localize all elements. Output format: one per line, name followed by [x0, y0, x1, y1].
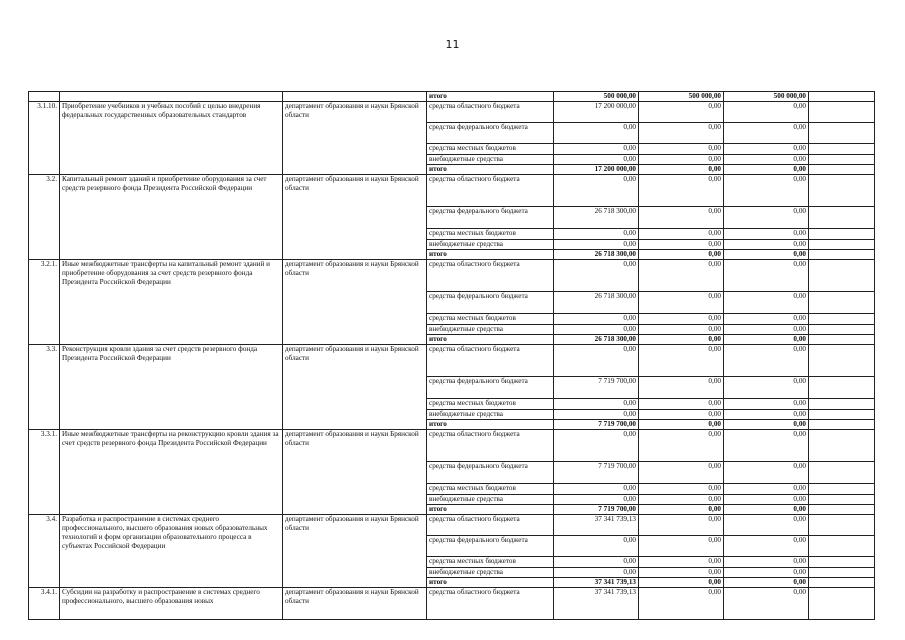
- source-cell: итого: [427, 505, 554, 515]
- table-body: [29, 92, 875, 620]
- value-cell: 0,00: [554, 557, 639, 568]
- value-cell: 0,00: [724, 557, 809, 568]
- empty-cell: [809, 314, 875, 325]
- item-name: Субсидии на разработку и распространение в системах среднего профессионального, высшего образования новых: [60, 588, 283, 620]
- value-cell: 500 000,00: [639, 92, 724, 102]
- empty-cell: [29, 92, 60, 102]
- value-cell: 37 341 739,13: [554, 588, 639, 620]
- table-row: [29, 92, 875, 102]
- empty-cell: [809, 430, 875, 462]
- value-cell: 0,00: [639, 229, 724, 240]
- value-cell: 0,00: [554, 325, 639, 335]
- source-cell: средства федерального бюджета: [427, 536, 554, 557]
- empty-cell: [809, 92, 875, 102]
- value-cell: 0,00: [724, 568, 809, 578]
- table-row: [29, 260, 875, 292]
- value-cell: 37 341 739,13: [554, 578, 639, 588]
- source-cell: средства областного бюджета: [427, 102, 554, 123]
- value-cell: 26 718 300,00: [554, 207, 639, 229]
- empty-cell: [809, 557, 875, 568]
- item-code: 3.3.1.: [29, 430, 60, 515]
- value-cell: 0,00: [639, 123, 724, 144]
- source-cell: внебюджетные средства: [427, 410, 554, 420]
- empty-cell: [809, 462, 875, 484]
- item-code: 3.4.1.: [29, 588, 60, 620]
- item-executor: департамент образования и науки Брянской области: [283, 175, 427, 260]
- value-cell: 26 718 300,00: [554, 335, 639, 345]
- table-row: [29, 102, 875, 123]
- value-cell: 500 000,00: [724, 92, 809, 102]
- value-cell: 0,00: [724, 420, 809, 430]
- value-cell: 0,00: [639, 260, 724, 292]
- empty-cell: [809, 144, 875, 155]
- value-cell: 7 719 700,00: [554, 377, 639, 399]
- value-cell: 0,00: [554, 155, 639, 165]
- value-cell: 0,00: [724, 250, 809, 260]
- source-cell: средства местных бюджетов: [427, 229, 554, 240]
- value-cell: 0,00: [554, 430, 639, 462]
- value-cell: 0,00: [724, 536, 809, 557]
- empty-cell: [60, 92, 283, 102]
- value-cell: 0,00: [554, 175, 639, 207]
- value-cell: 500 000,00: [554, 92, 639, 102]
- item-code: 3.4.: [29, 515, 60, 588]
- value-cell: 0,00: [724, 335, 809, 345]
- value-cell: 0,00: [724, 495, 809, 505]
- value-cell: 0,00: [639, 505, 724, 515]
- value-cell: 0,00: [639, 345, 724, 377]
- source-cell: средства местных бюджетов: [427, 144, 554, 155]
- empty-cell: [809, 165, 875, 175]
- value-cell: 0,00: [639, 557, 724, 568]
- item-name: Иные межбюджетные трансферты на капитальный ремонт зданий и приобретение оборудования за счет средств резервного фонда Президента Российской Федерации: [60, 260, 283, 345]
- value-cell: 0,00: [639, 292, 724, 314]
- empty-cell: [809, 345, 875, 377]
- source-cell: средства областного бюджета: [427, 345, 554, 377]
- value-cell: 0,00: [724, 345, 809, 377]
- empty-cell: [809, 377, 875, 399]
- value-cell: 0,00: [639, 175, 724, 207]
- value-cell: 0,00: [724, 410, 809, 420]
- item-executor: департамент образования и науки Брянской области: [283, 515, 427, 588]
- value-cell: 0,00: [639, 495, 724, 505]
- value-cell: 0,00: [639, 399, 724, 410]
- value-cell: 0,00: [554, 399, 639, 410]
- value-cell: 0,00: [554, 144, 639, 155]
- value-cell: 0,00: [724, 377, 809, 399]
- value-cell: 0,00: [724, 325, 809, 335]
- value-cell: 17 200 000,00: [554, 102, 639, 123]
- value-cell: 0,00: [724, 102, 809, 123]
- empty-cell: [809, 260, 875, 292]
- value-cell: 0,00: [724, 207, 809, 229]
- value-cell: 0,00: [554, 484, 639, 495]
- value-cell: 26 718 300,00: [554, 292, 639, 314]
- empty-cell: [809, 588, 875, 620]
- value-cell: 0,00: [724, 515, 809, 536]
- value-cell: 0,00: [724, 462, 809, 484]
- value-cell: 0,00: [639, 314, 724, 325]
- value-cell: 0,00: [639, 410, 724, 420]
- value-cell: 0,00: [639, 325, 724, 335]
- empty-cell: [809, 505, 875, 515]
- item-executor: департамент образования и науки Брянской области: [283, 260, 427, 345]
- empty-cell: [809, 207, 875, 229]
- source-cell: средства федерального бюджета: [427, 207, 554, 229]
- empty-cell: [809, 325, 875, 335]
- source-cell: внебюджетные средства: [427, 568, 554, 578]
- value-cell: 0,00: [639, 240, 724, 250]
- item-name: Разработка и распространение в системах среднего профессионального, высшего образования новых образовательных технологий и форм организации образовательного процесса в субъектах Российской Федерации: [60, 515, 283, 588]
- item-name: Иные межбюджетные трансферты на реконструкцию кровли здания за счет средств резервного фонда Президента Российской Федерации: [60, 430, 283, 515]
- item-code: 3.2.1.: [29, 260, 60, 345]
- value-cell: 0,00: [554, 123, 639, 144]
- empty-cell: [809, 495, 875, 505]
- empty-cell: [809, 292, 875, 314]
- value-cell: 17 200 000,00: [554, 165, 639, 175]
- source-cell: средства федерального бюджета: [427, 292, 554, 314]
- value-cell: 0,00: [724, 155, 809, 165]
- value-cell: 0,00: [724, 229, 809, 240]
- item-name: Капитальный ремонт зданий и приобретение оборудования за счет средств резервного фонда Президента Российской Федерации: [60, 175, 283, 260]
- empty-cell: [283, 92, 427, 102]
- table-row: [29, 515, 875, 536]
- value-cell: 0,00: [724, 260, 809, 292]
- value-cell: 0,00: [639, 430, 724, 462]
- value-cell: 0,00: [639, 420, 724, 430]
- source-cell: средства федерального бюджета: [427, 462, 554, 484]
- value-cell: 0,00: [639, 144, 724, 155]
- value-cell: 0,00: [639, 250, 724, 260]
- table-row: [29, 588, 875, 620]
- value-cell: 0,00: [639, 377, 724, 399]
- value-cell: 0,00: [639, 155, 724, 165]
- source-cell: средства областного бюджета: [427, 175, 554, 207]
- table-row: [29, 430, 875, 462]
- value-cell: 0,00: [554, 314, 639, 325]
- value-cell: 0,00: [639, 462, 724, 484]
- empty-cell: [809, 420, 875, 430]
- page-number: 11: [445, 38, 460, 51]
- source-cell: средства областного бюджета: [427, 260, 554, 292]
- value-cell: 37 341 739,13: [554, 515, 639, 536]
- value-cell: 0,00: [554, 536, 639, 557]
- value-cell: 0,00: [724, 165, 809, 175]
- source-cell: средства федерального бюджета: [427, 377, 554, 399]
- value-cell: 0,00: [639, 335, 724, 345]
- value-cell: 0,00: [554, 260, 639, 292]
- empty-cell: [809, 484, 875, 495]
- value-cell: 0,00: [724, 123, 809, 144]
- item-executor: департамент образования и науки Брянской области: [283, 430, 427, 515]
- empty-cell: [809, 175, 875, 207]
- source-cell: средства областного бюджета: [427, 515, 554, 536]
- value-cell: 0,00: [554, 345, 639, 377]
- source-cell: средства местных бюджетов: [427, 557, 554, 568]
- item-name: Приобретение учебников и учебных пособий с целью внедрения федеральных государственных образовательных стандартов: [60, 102, 283, 175]
- source-cell: внебюджетные средства: [427, 240, 554, 250]
- source-cell: внебюджетные средства: [427, 495, 554, 505]
- item-executor: департамент образования и науки Брянской области: [283, 102, 427, 175]
- empty-cell: [809, 410, 875, 420]
- source-cell: итого: [427, 420, 554, 430]
- source-cell: итого: [427, 250, 554, 260]
- budget-table: [28, 91, 875, 620]
- empty-cell: [809, 515, 875, 536]
- source-cell: средства областного бюджета: [427, 588, 554, 620]
- table-row: [29, 175, 875, 207]
- value-cell: 0,00: [724, 484, 809, 495]
- value-cell: 26 718 300,00: [554, 250, 639, 260]
- value-cell: 0,00: [639, 588, 724, 620]
- value-cell: 0,00: [554, 229, 639, 240]
- value-cell: 7 719 700,00: [554, 462, 639, 484]
- source-cell: средства областного бюджета: [427, 430, 554, 462]
- item-code: 3.1.10.: [29, 102, 60, 175]
- source-cell: внебюджетные средства: [427, 325, 554, 335]
- item-executor: департамент образования и науки Брянской области: [283, 588, 427, 620]
- value-cell: 0,00: [724, 240, 809, 250]
- value-cell: 0,00: [639, 578, 724, 588]
- value-cell: 0,00: [639, 484, 724, 495]
- value-cell: 0,00: [724, 314, 809, 325]
- source-cell: итого: [427, 335, 554, 345]
- source-cell: средства местных бюджетов: [427, 399, 554, 410]
- value-cell: 0,00: [724, 588, 809, 620]
- value-cell: 0,00: [724, 399, 809, 410]
- item-executor: департамент образования и науки Брянской области: [283, 345, 427, 430]
- item-name: Реконструкция кровли здания за счет средств резервного фонда Президента Российской Федерации: [60, 345, 283, 430]
- empty-cell: [809, 155, 875, 165]
- source-cell: итого: [427, 165, 554, 175]
- value-cell: 7 719 700,00: [554, 505, 639, 515]
- value-cell: 0,00: [639, 515, 724, 536]
- source-cell: средства федерального бюджета: [427, 123, 554, 144]
- value-cell: 0,00: [724, 505, 809, 515]
- source-cell: итого: [427, 92, 554, 102]
- value-cell: 0,00: [724, 578, 809, 588]
- empty-cell: [809, 250, 875, 260]
- source-cell: итого: [427, 578, 554, 588]
- value-cell: 0,00: [724, 292, 809, 314]
- value-cell: 0,00: [639, 102, 724, 123]
- source-cell: средства местных бюджетов: [427, 484, 554, 495]
- value-cell: 0,00: [639, 568, 724, 578]
- value-cell: 0,00: [639, 207, 724, 229]
- source-cell: внебюджетные средства: [427, 155, 554, 165]
- empty-cell: [809, 102, 875, 123]
- empty-cell: [809, 399, 875, 410]
- empty-cell: [809, 240, 875, 250]
- value-cell: 7 719 700,00: [554, 420, 639, 430]
- value-cell: 0,00: [554, 568, 639, 578]
- value-cell: 0,00: [639, 165, 724, 175]
- empty-cell: [809, 335, 875, 345]
- value-cell: 0,00: [724, 175, 809, 207]
- empty-cell: [809, 536, 875, 557]
- item-code: 3.3.: [29, 345, 60, 430]
- value-cell: 0,00: [639, 536, 724, 557]
- value-cell: 0,00: [554, 495, 639, 505]
- source-cell: средства местных бюджетов: [427, 314, 554, 325]
- value-cell: 0,00: [724, 430, 809, 462]
- value-cell: 0,00: [554, 240, 639, 250]
- value-cell: 0,00: [554, 410, 639, 420]
- item-code: 3.2.: [29, 175, 60, 260]
- value-cell: 0,00: [724, 144, 809, 155]
- empty-cell: [809, 578, 875, 588]
- empty-cell: [809, 229, 875, 240]
- empty-cell: [809, 568, 875, 578]
- table-row: [29, 345, 875, 377]
- empty-cell: [809, 123, 875, 144]
